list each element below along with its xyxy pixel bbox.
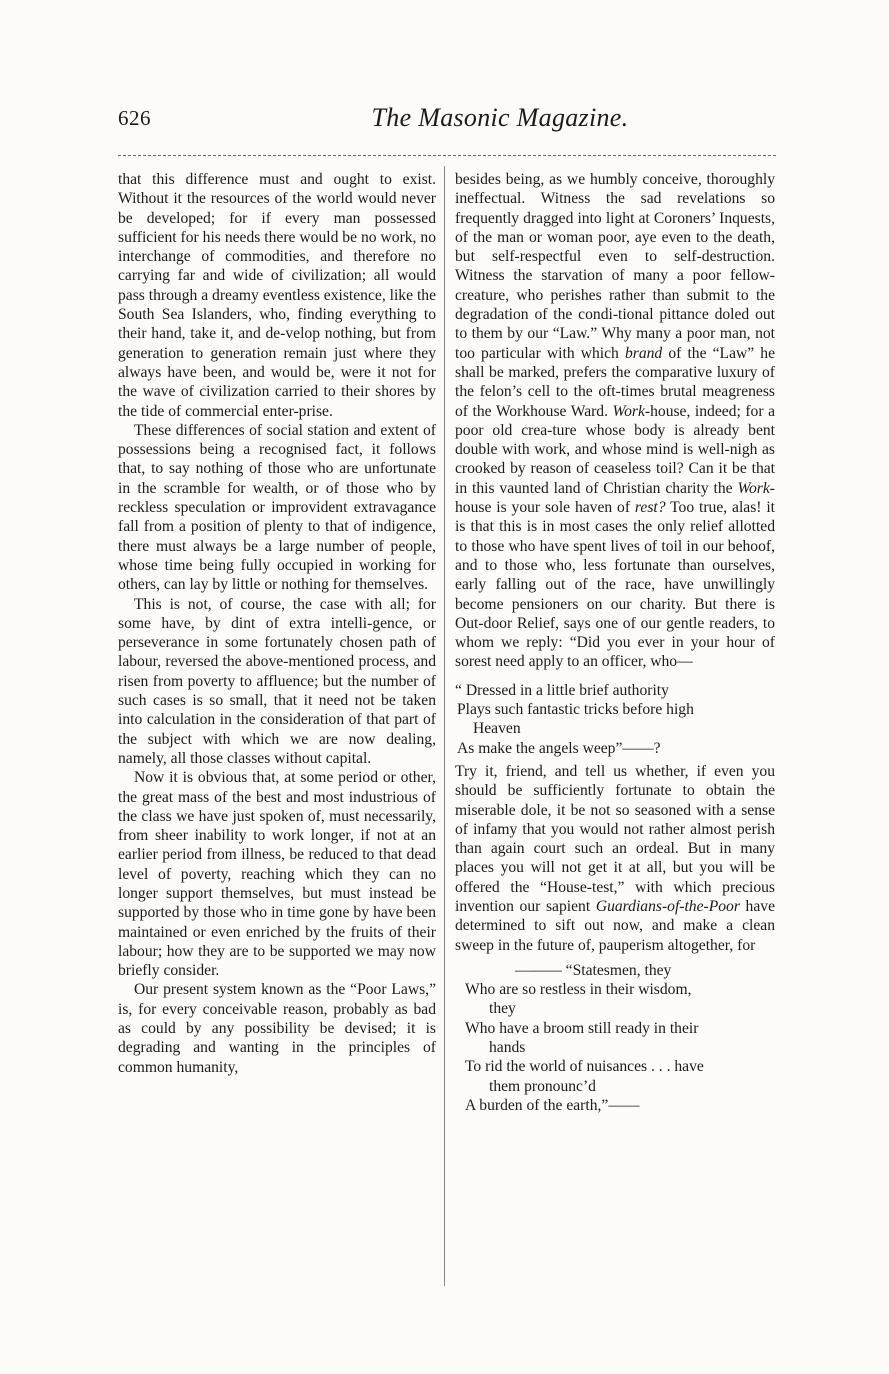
- header-rule: [118, 155, 776, 156]
- right-paragraph-1: besides being, as we humbly conceive, thoroughly ineffectual. Witness the sad revelations so frequently dragged into light at Coroners’ Inquests, of the man or woman poor, aye even to the death, but self-respectful even to self-destruction. Witness the starvation of many a poor fellow-creature, who perishes rather than submit to the degradation of the condi-tional pittance doled out to them by our “Law.” Why many a poor man, not too particular with which brand of the “Law” he shall be marked, prefers the comparative luxury of the felon’s cell to the oft-times brutal meagreness of the Workhouse Ward. Work-house, indeed; for a poor old crea-ture whose body is already bent double with work, and whose mind is well-nigh as crooked by reason of ceaseless toil? Can it be that in this vaunted land of Christian charity the Work-house is your sole haven of rest? Too true, alas! it is that this is in most cases the only relief allotted to those who have spent lives of toil in our behoof, and to those who, less fortunate than ourselves, early falling out of the race, have unwillingly become pensioners on our charity. But there is Out-door Relief, says one of our gentle readers, to whom we reply: “Did you ever in your hour of sorest need apply to an officer, who—: [455, 171, 776, 671]
- verse-line: “ Dressed in a little brief authority: [455, 681, 669, 699]
- emphasis-work: Work: [612, 402, 645, 420]
- verse-line: they: [489, 1000, 516, 1018]
- verse-line: Who are so restless in their wisdom,: [465, 981, 692, 999]
- verse-line: them pronounc’d: [489, 1077, 596, 1095]
- verse-line: A burden of the earth,”——: [465, 1096, 640, 1114]
- column-divider: [444, 166, 445, 1286]
- right-paragraph-2: Try it, friend, and tell us whether, if even you should be sufficiently fortunate to obtain the miserable dole, it be not so seasoned with a sense of infamy that you would not rather almost perish than again court such an ordeal. But in many places you will not get it at all, but you will be offered the “House-test,” with which precious invention our sapient Guardians-of-the-Poor have determined to sift out now, and make a clean sweep in the future of, pauperism altogether, for: [455, 762, 775, 954]
- verse-quotation-2: [455, 961, 775, 1115]
- left-paragraph-2: These differences of social station and extent of possessions being a recognised fact, it follows that, to say nothing of those who are unfortunate in the scramble for wealth, or of those who by reckless speculation or improvident extravagance fall from a position of plenty to that of indigence, there must always be a large number of people, whose time being fully occupied in working for others, can lay by little or nothing for themselves.: [118, 421, 436, 594]
- left-paragraph-3: This is not, of course, the case with all; for some have, by dint of extra intelli-gence, or perseverance in some fortunately chosen path of labour, reversed the above-mentioned process, and risen from poverty to affluence; but the number of such cases is so small, that it need not be taken into calculation in the consideration of that part of the subject with which we are now dealing, namely, all those classes without capital.: [118, 595, 436, 767]
- verse-line: Plays such fantastic tricks before high: [457, 701, 694, 719]
- verse-line: hands: [489, 1039, 526, 1057]
- verse-quotation-1: [455, 681, 775, 758]
- emphasis-rest: rest?: [634, 499, 666, 517]
- emphasis-brand: brand: [624, 344, 663, 362]
- verse-line: To rid the world of nuisances . . . have: [465, 1058, 704, 1076]
- running-title: The Masonic Magazine.: [371, 103, 629, 132]
- verse-line: As make the angels weep”——?: [457, 739, 661, 757]
- emphasis-work-2: Work: [737, 479, 770, 497]
- verse-line: Heaven: [473, 720, 521, 738]
- left-paragraph-5: Our present system known as the “Poor Laws,” is, for every conceivable reason, probably as bad as could by any possibility be devised; it is degrading and wanting in the principles of common humanity,: [118, 981, 436, 1076]
- page-number: 626: [118, 106, 151, 130]
- left-paragraph-1: that this difference must and ought to exist. Without it the resources of the world would never be developed; for if every man possessed sufficient for his needs there would be no work, no interchange of commodities, and therefore no carrying far and wide of civilization; all would pass through a dreamy eventless existence, like the South Sea Islanders, who, finding everything to their hand, take it, and de-velop nothing, but from generation to generation remain just where they always have been, and would be, were it not for the wave of civilization carried to their shores by the tide of commercial enter-prise.: [118, 171, 436, 420]
- left-paragraph-4: Now it is obvious that, at some period or other, the great mass of the best and most industrious of the class we have just spoken of, must necessarily, from sheer inability to work longer, if not at an earlier period from illness, be reduced to that dead level of poverty, reaching which they can no longer support themselves, but must instead be supported by those who in time gone by have been maintained or even enriched by the fruits of their labour; how they are to be supported we may now briefly consider.: [118, 769, 436, 980]
- left-column: [118, 170, 436, 1077]
- right-column: [455, 170, 775, 1115]
- emphasis-guardians: Guardians-of-the-Poor: [595, 897, 740, 915]
- verse-line: Who have a broom still ready in their: [465, 1019, 699, 1037]
- verse-line: ——— “Statesmen, they: [515, 961, 672, 979]
